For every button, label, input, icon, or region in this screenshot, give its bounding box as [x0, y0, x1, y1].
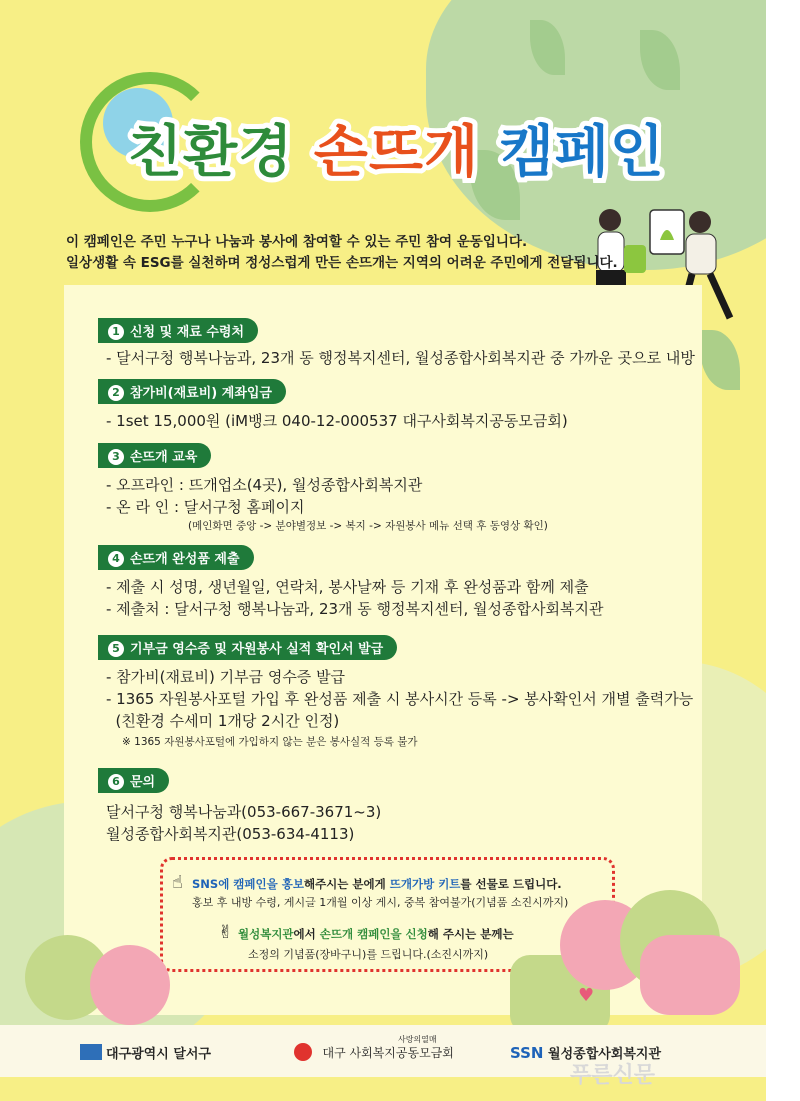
- logo-text: 대구 사회복지공동모금회: [322, 1046, 454, 1060]
- section-3: [98, 443, 548, 534]
- section-title: 문의: [130, 775, 156, 790]
- contact-line: 달서구청 행복나눔과(053-667-3671~3): [106, 803, 382, 821]
- logo-text: 대구광역시 달서구: [106, 1047, 211, 1062]
- section-line: - 오프라인 : 뜨개업소(4곳), 월성종합사회복지관: [106, 476, 423, 494]
- leaf-icon: [700, 330, 740, 390]
- section-6: [98, 768, 381, 845]
- promo-line-b: [218, 922, 514, 943]
- intro-line: 일상생활 속 ESG를 실천하며 정성스럽게 만든 손뜨개는 지역의 어려운 주민에게 전달됩니다.: [66, 255, 618, 271]
- section-number: 2: [108, 385, 124, 401]
- section-badge: [98, 318, 258, 343]
- section-line: (친환경 수세미 1개당 2시간 인정): [106, 712, 340, 730]
- intro-line: 이 캠페인은 주민 누구나 나눔과 봉사에 참여할 수 있는 주민 참여 운동입니다.: [66, 234, 528, 250]
- ssn-logo-icon: SSN: [510, 1044, 544, 1062]
- section-title: 손뜨개 교육: [130, 450, 198, 465]
- section-line: - 1set 15,000원 (iM뱅크 040-12-000537 대구사회복지공동모금회): [106, 412, 568, 430]
- title-part-eco: 친환경: [128, 120, 294, 185]
- section-line: - 1365 자원봉사포털 가입 후 완성품 제출 시 봉사시간 등록 -> 봉사확인서 개별 출력가능: [106, 690, 694, 708]
- promo-note: 홍보 후 내방 수령, 게시글 1개월 이상 게시, 중복 참여불가(기념품 소진시까지): [192, 896, 569, 909]
- section-4: [98, 545, 603, 620]
- pointing-hand-icon: ☝: [172, 872, 183, 893]
- yarn-ball-icon: [90, 945, 170, 1025]
- section-line: - 달서구청 행복나눔과, 23개 동 행정복지센터, 월성종합사회복지관 중 가까운 곳으로 내방: [106, 349, 695, 367]
- section-title: 손뜨개 완성품 제출: [130, 552, 240, 567]
- promo-text: 에서: [293, 927, 320, 941]
- section-line: - 제출 시 성명, 생년월일, 연락처, 봉사날짜 등 기재 후 완성품과 함께 제출: [106, 578, 589, 596]
- love-fruit-icon: [294, 1043, 312, 1061]
- section-number: 5: [108, 641, 124, 657]
- section-note: ※ 1365 자원봉사포털에 가입하지 않는 분은 봉사실적 등록 불가: [122, 736, 418, 748]
- section-number: 6: [108, 774, 124, 790]
- promo-highlight: 손뜨개 캠페인을 신청: [319, 927, 428, 941]
- victory-hand-icon: ✌: [218, 922, 234, 943]
- section-title: 기부금 영수증 및 자원봉사 실적 확인서 발급: [130, 642, 384, 657]
- section-badge: [98, 768, 169, 793]
- logo-chest: [294, 1034, 454, 1061]
- title-part-campaign: 캠페인: [499, 120, 665, 185]
- promo-text: 를 선물로 드립니다.: [460, 877, 562, 891]
- dalseo-logo-icon: [80, 1044, 102, 1060]
- logo-text: 월성종합사회복지관: [548, 1047, 662, 1062]
- intro-text: [66, 232, 618, 274]
- promo-text: 해 주시는 분께는: [427, 927, 514, 941]
- heart-icon: ♥: [578, 985, 595, 1006]
- promo-text: 해주시는 분에게: [303, 877, 390, 891]
- promo-note: 소정의 기념품(장바구니)를 드립니다.(소진시까지): [248, 948, 489, 961]
- promo-highlight: SNS에 캠페인을 홍보: [192, 877, 304, 891]
- section-badge: [98, 443, 211, 468]
- section-number: 1: [108, 324, 124, 340]
- section-2: [98, 379, 568, 432]
- section-line: - 온 라 인 : 달서구청 홈페이지: [106, 498, 305, 516]
- logo-dalseo: [80, 1043, 211, 1062]
- section-number: 3: [108, 449, 124, 465]
- promo-highlight: 월성복지관: [238, 927, 294, 941]
- watermark: 푸른신문: [570, 1063, 656, 1088]
- section-title: 신청 및 재료 수령처: [130, 325, 245, 340]
- section-1: [98, 318, 695, 369]
- section-5: [98, 635, 693, 750]
- promo-highlight: 뜨개가방 키트: [389, 877, 461, 891]
- section-line: - 제출처 : 달서구청 행복나눔과, 23개 동 행정복지센터, 월성종합사회복지관: [106, 600, 604, 618]
- promo-line-a: [172, 872, 562, 893]
- contact-line: 월성종합사회복지관(053-634-4113): [106, 825, 355, 843]
- section-note: (메인화면 중앙 -> 분야별정보 -> 복지 -> 자원봉사 메뉴 선택 후 동영상 확인): [188, 520, 548, 532]
- section-badge: [98, 635, 397, 660]
- page-title: [128, 108, 665, 188]
- section-line: - 참가비(재료비) 기부금 영수증 발급: [106, 668, 346, 686]
- section-badge: [98, 545, 254, 570]
- sponge-icon: [640, 935, 740, 1015]
- section-badge: [98, 379, 286, 404]
- section-number: 4: [108, 551, 124, 567]
- section-title: 참가비(재료비) 계좌입금: [130, 386, 272, 401]
- title-part-knitting: 손뜨개: [313, 120, 480, 185]
- logo-small-text: 사랑의열매: [398, 1035, 437, 1044]
